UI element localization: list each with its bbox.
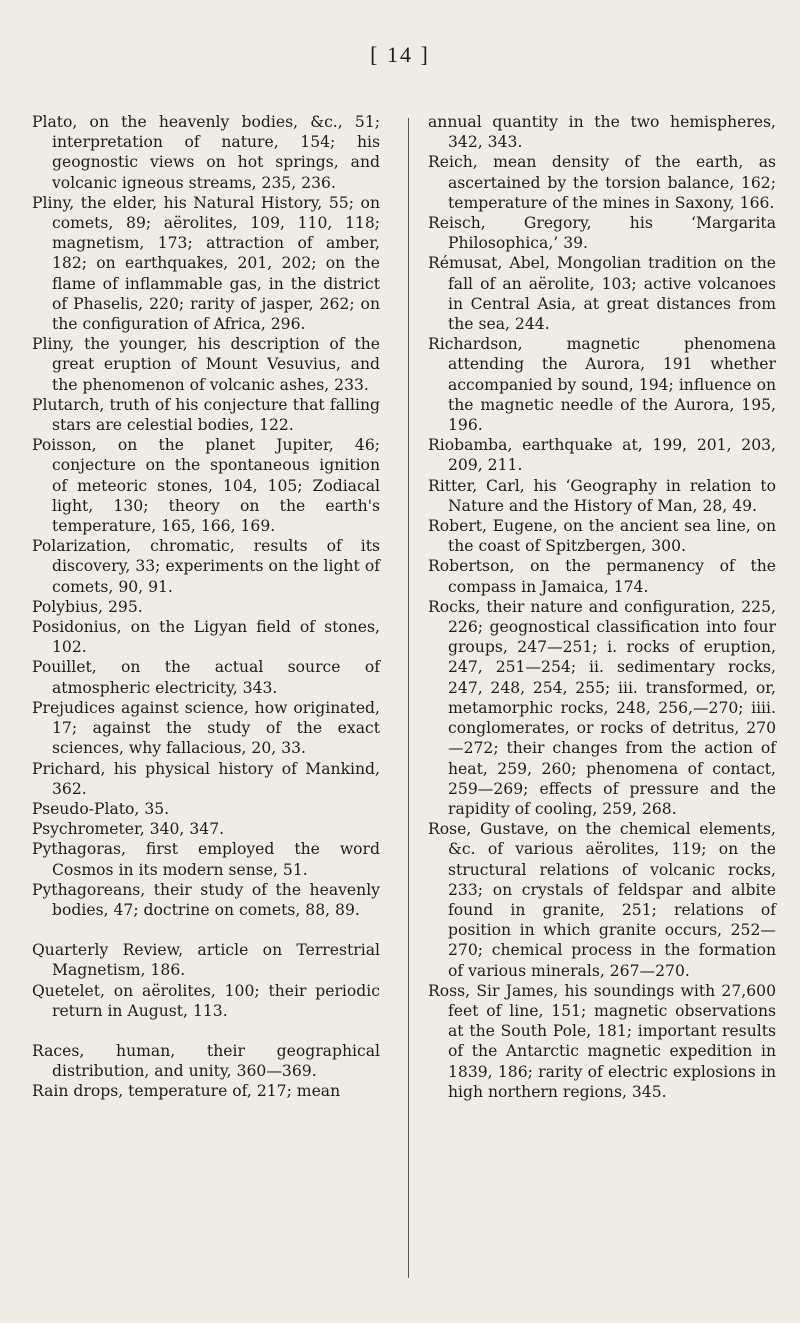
index-entry: Ritter, Carl, his ‘Geography in relation to Nature and the History of Man, 28, 49. [428,476,776,515]
index-entry: Pliny, the elder, his Natural History, 55; on comets, 89; aërolites, 109, 110, 118; magnetism, 173; attraction of amber, 182; on earthquakes, 201, 202; on the flame of inflammable gas, in the district of Phaselis, 220; rarity of jasper, 262; on the configuration of Africa, 296. [32,193,380,334]
index-entry: Pythagoras, first employed the word Cosmos in its modern sense, 51. [32,840,380,879]
page-number: [ 14 ] [370,42,430,67]
index-entry: Riobamba, earthquake at, 199, 201, 203, 209, 211. [428,436,776,475]
index-entry: Ross, Sir James, his soundings with 27,600 feet of line, 151; magnetic observations at the South Pole, 181; important results of the Antarctic magnetic expedition in 1839, 186; rarity of electric explosions in high northern regions, 345. [428,981,776,1101]
index-entry: annual quantity in the two hemispheres, 342, 343. [428,113,776,152]
index-entry: Reisch, Gregory, his ‘Margarita Philosophica,’ 39. [428,214,776,253]
left-column [32,112,380,1102]
index-entry: Pythagoreans, their study of the heavenly bodies, 47; doctrine on comets, 88, 89. [32,880,380,919]
index-entry: Rémusat, Abel, Mongolian tradition on the fall of an aërolite, 103; active volcanoes in Central Asia, at great distances from the sea, 244. [428,254,776,334]
index-entry: Plato, on the heavenly bodies, &c., 51; interpretation of nature, 154; his geognostic views on hot springs, and volcanic igneous streams, 235, 236. [32,113,380,192]
index-entry: Posidonius, on the Ligyan field of stones, 102. [32,618,380,657]
index-entry: Pseudo-Plato, 35. [32,799,170,818]
index-entry: Plutarch, truth of his conjecture that falling stars are celestial bodies, 122. [32,395,380,435]
index-entry: Poisson, on the planet Jupiter, 46; conjecture on the spontaneous ignition of meteoric stones, 104, 105; Zodiacal light, 130; theory on the earth's temperature, 165, 166, 169. [32,436,380,536]
index-entry: Rocks, their nature and configuration, 225, 226; geognostical classification into four groups, 247—251; i. rocks of eruption, 247, 251—254; ii. sedimentary rocks, 247, 248, 254, 255; iii. transformed, or, metamorphic rocks, 248, 256,—270; iiii. conglomerates, or rocks of detritus, 270—272; their changes from the action of heat, 259, 260; phenomena of contact, 259—269; effects of pressure and the rapidity of cooling, 259, 268. [428,597,776,818]
index-entry: Polarization, chromatic, results of its discovery, 33; experiments on the light of comets, 90, 91. [32,537,380,596]
index-entry: Reich, mean density of the earth, as ascertained by the torsion balance, 162; temperature of the mines in Saxony, 166. [428,153,776,212]
index-entry: Quarterly Review, article on Terrestrial Magnetism, 186. [32,941,380,980]
index-entry: Psychrometer, 340, 347. [32,820,225,839]
index-entry: Rain drops, temperature of, 217; mean [32,1082,341,1101]
column-divider [408,118,409,1278]
index-entry: Rose, Gustave, on the chemical elements, &c. of various aërolites, 119; on the structural relations of volcanic rocks, 233; on crystals of feldspar and albite found in granite, 251; relations of position in which granite occurs, 252—270; chemical process in the formation of various minerals, 267—270. [428,820,776,980]
index-entry: Pouillet, on the actual source of atmospheric electricity, 343. [32,658,380,697]
index-entry: Robertson, on the permanency of the compass in Jamaica, 174. [428,557,776,596]
index-entry: Pliny, the younger, his description of the great eruption of Mount Vesuvius, and the phenomenon of volcanic ashes, 233. [32,335,380,394]
index-entry: Robert, Eugene, on the ancient sea line, on the coast of Spitzbergen, 300. [428,517,776,556]
index-entry: Richardson, magnetic phenomena attending the Aurora, 191 whether accompanied by sound, 194; influence on the magnetic needle of the Aurora, 195, 196. [428,335,776,435]
index-entry: Races, human, their geographical distribution, and unity, 360—369. [32,1041,380,1081]
index-entry: Prichard, his physical history of Mankind, 362. [32,759,380,798]
right-column [428,112,776,1102]
index-entry: Polybius, 295. [32,597,143,616]
index-entry: Quetelet, on aërolites, 100; their periodic return in August, 113. [32,981,380,1020]
index-entry: Prejudices against science, how originated, 17; against the study of the exact sciences, why fallacious, 20, 33. [32,698,380,758]
